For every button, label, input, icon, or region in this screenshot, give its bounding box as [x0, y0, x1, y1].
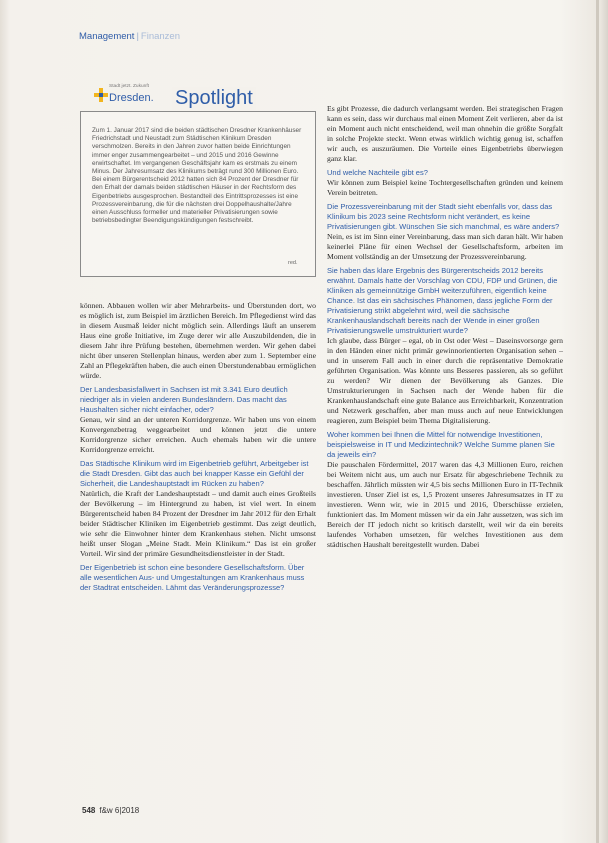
body-paragraph: Genau, wir sind an der unteren Korridorgrenze. Wir haben uns von einem Konvergenzbetrag weggearbeitet und können jetzt die untere Korridorgrenze sicher erreichen. Auch ehemals haben wir die untere Korridorgrenze erreicht. — [80, 415, 316, 454]
spotlight-title: Spotlight — [172, 87, 256, 110]
left-column — [80, 301, 316, 593]
section-header — [79, 31, 180, 42]
logo-kicker: Stadt jetzt. Zukunft — [109, 84, 149, 89]
page-number: 548 — [82, 806, 96, 815]
interview-question: Sie haben das klare Ergebnis des Bürgerentscheids 2012 bereits erwähnt. Damals hatte der Vorschlag von CDU, FDP und Grünen, die Kliniken als gemeinnützige GmbH weiterzuführen, eigentlich keine Chance. Ist das ein sächsisches Phänomen, dass jegliche Form der Privatisierung strikt abgelehnt wird, weil die sächsische Krankenhauslandschaft bereits nach der Wende in einer großen Privatisierungswelle umstrukturiert wurde? — [327, 266, 558, 335]
section-label: Management — [79, 31, 135, 42]
page-crease — [596, 0, 599, 843]
body-paragraph: Wir können zum Beispiel keine Tochtergesellschaften gründen und keinem Verein beitreten. — [327, 178, 563, 197]
body-paragraph: Es gibt Prozesse, die dadurch verlangsamt werden. Bei strategischen Fragen kann es sein, dass wir durchaus mal einen Moment Zeit verlieren, aber da ist ein Moment auch nicht entscheidend, weil man ohnehin die größte Sorgfalt in solche Projekte steckt. Wenn etwas wirklich wichtig genug ist, schaffen wir auch, es auszuräumen. Die Vorteile eines Eigenbetriebs überwiegen ganz klar. — [327, 104, 563, 163]
body-paragraph: Die pauschalen Fördermittel, 2017 waren das 4,3 Millionen Euro, reichen bei Weitem nicht aus, um auch nur Ersatz für abgeschriebene Technik zu beschaffen. Jährlich müssten wir 4,5 bis sechs Millionen Euro in IT-Technik investieren. Unser Ziel ist es, 1,5 Prozent unseres Jahresumsatzes in IT zu investieren. Wenn wir, wie in 2015 und 2016, Überschüsse erzielen, funktioniert das. Im Moment müssen wir da ein Jahr aussetzen, was sich im Bereich der IT jedoch nicht so kritisch darstellt, weil wir da ein bereits laufendes Vorhaben umsetzen, für welches Investitionen aus dem städtischen Haushalt bereitgestellt wurden. Dabei — [327, 460, 563, 549]
interview-question: Der Eigenbetrieb ist schon eine besondere Gesellschaftsform. Über alle wesentlichen Aus- und Umgestaltungen am Krankenhaus muss der Stadtrat entscheiden. Lähmt das Veränderungsprozesse? — [80, 563, 305, 592]
dresden-logo-icon — [94, 88, 108, 102]
right-column — [327, 104, 563, 550]
page-footer — [82, 806, 139, 815]
interview-question: Woher kommen bei Ihnen die Mittel für notwendige Investitionen, beispielsweise in IT und Medizintechnik? Welche Summe planen Sie da jeweils ein? — [327, 430, 555, 459]
spotlight-signature: red. — [288, 260, 298, 266]
body-paragraph: Natürlich, die Kraft der Landeshauptstadt – und damit auch eines Großteils der Bevölkerung – im Hintergrund zu haben, ist viel wert. In einem Bürgerentscheid haben 84 Prozent der Dresdner im Jahr 2012 für den Erhalt beider Städtischer Kliniken im Eigenbetrieb gestimmt. Das zeigt deutlich, wie sehr die Einwohner hinter dem Krankenhaus stehen. Nicht umsonst heißt unser Slogan „Meine Stadt. Mein Klinikum.“ Das ist ein großer Vorteil. Wir sind der primäre Gesundheitsdienstleister in der Stadt. — [80, 489, 316, 558]
interview-question: Und welche Nachteile gibt es? — [327, 168, 428, 177]
body-paragraph: Ich glaube, dass Bürger – egal, ob in Ost oder West – Daseinsvorsorge gern in den Händen einer nicht primär gewinnorientierten Organisation sehen – und in unserem Fall auch in einer durch die repräsentative Demokratie geführten Organisation. Was könnte uns Besseres passieren, als so geführt zu werden? Wir dienen der Bevölkerung als Ganzes. Die Umstrukturierungen in Sachsen nach der Wende haben für die Krankenhauslandschaft eine gute Balance aus Erreichbarkeit, Konzentration und Netzwerk geschaffen, aber man muss auch auf neue Entwicklungen reagieren, zum Beispiel beim Thema Digitalisierung. — [327, 336, 563, 425]
interview-question: Das Städtische Klinikum wird im Eigenbetrieb geführt, Arbeitgeber ist die Stadt Dresden. Gibt das auch bei knapper Kasse ein Gefühl der Sicherheit, die Landeshauptstadt im Rücken zu haben? — [80, 459, 309, 488]
publication-name: f&w 6|2018 — [99, 806, 140, 815]
subsection-label: Finanzen — [140, 31, 181, 42]
spotlight-text: Zum 1. Januar 2017 sind die beiden städtischen Dresdner Krankenhäuser Friedrichstadt und Neustadt zum Städtischen Klinikum Dresden verschmolzen. Bereits in den Jahren zuvor hatten beide Einrichtungen immer enger zusammengearbeitet – und 2015 und 2016 Gewinne erwirtschaftet. Im vergangenen Geschäftsjahr kam es erstmals zu einem Minus. Der Jahresumsatz des Klinikums beträgt rund 300 Millionen Euro. Bei einem Bürgerentscheid 2012 hatten sich 84 Prozent der Dresdner für den Erhalt der damals beiden städtischen Häuser in der Rechtsform des Eigenbetriebs ausgesprochen. Bestandteil des Eintrittsprozesses ist eine Prozessvereinbarung, die für die nächsten drei Doppelhaushalte/Jahre einen Ausschluss formeller und materieller Privatisierungen sowie betriebsbedingter Beendigungskündigungen festschreibt. — [92, 127, 302, 225]
dresden-logo — [93, 84, 179, 110]
logo-city: Dresden. — [109, 92, 154, 104]
body-paragraph: können. Abbauen wollen wir aber Mehrarbeits- und Überstunden dort, wo es möglich ist, zum Beispiel im ärztlichen Bereich. Im Pflegedienst wird das in diesem Ausmaß leider nicht möglich sein. Allerdings läuft an unserem Haus eine große Initiative, im Zuge derer wir alle Auszubildenden, die in diesem Jahr ihre Prüfung bestehen, übernehmen werden. Wir gehen dabei nicht über unseren Stellenplan hinaus, werden aber zum 1. September eine Zahl an Pflegekräften haben, die auch einen Überstundenabbau ermöglichen würde. — [80, 301, 316, 380]
section-separator: | — [136, 31, 139, 42]
interview-question: Die Prozessvereinbarung mit der Stadt sieht ebenfalls vor, dass das Klinikum bis 2023 seine Rechtsform nicht verändert, es keine Privatisierungen gibt. Wünschen Sie sich manchmal, es wäre anders? — [327, 202, 560, 231]
body-paragraph: Nein, es ist im Sinn einer Vereinbarung, dass man sich daran hält. Wir haben keinerlei Pläne für einen Wechsel der Gesellschaftsform, arbeiten im Moment vollständig an der Umsetzung der Prozessvereinbarung. — [327, 232, 563, 261]
interview-question: Der Landesbasisfallwert in Sachsen ist mit 3.341 Euro deutlich niedriger als in vielen anderen Bundesländern. Das macht das Haushalten sicher nicht einfacher, oder? — [80, 385, 288, 414]
